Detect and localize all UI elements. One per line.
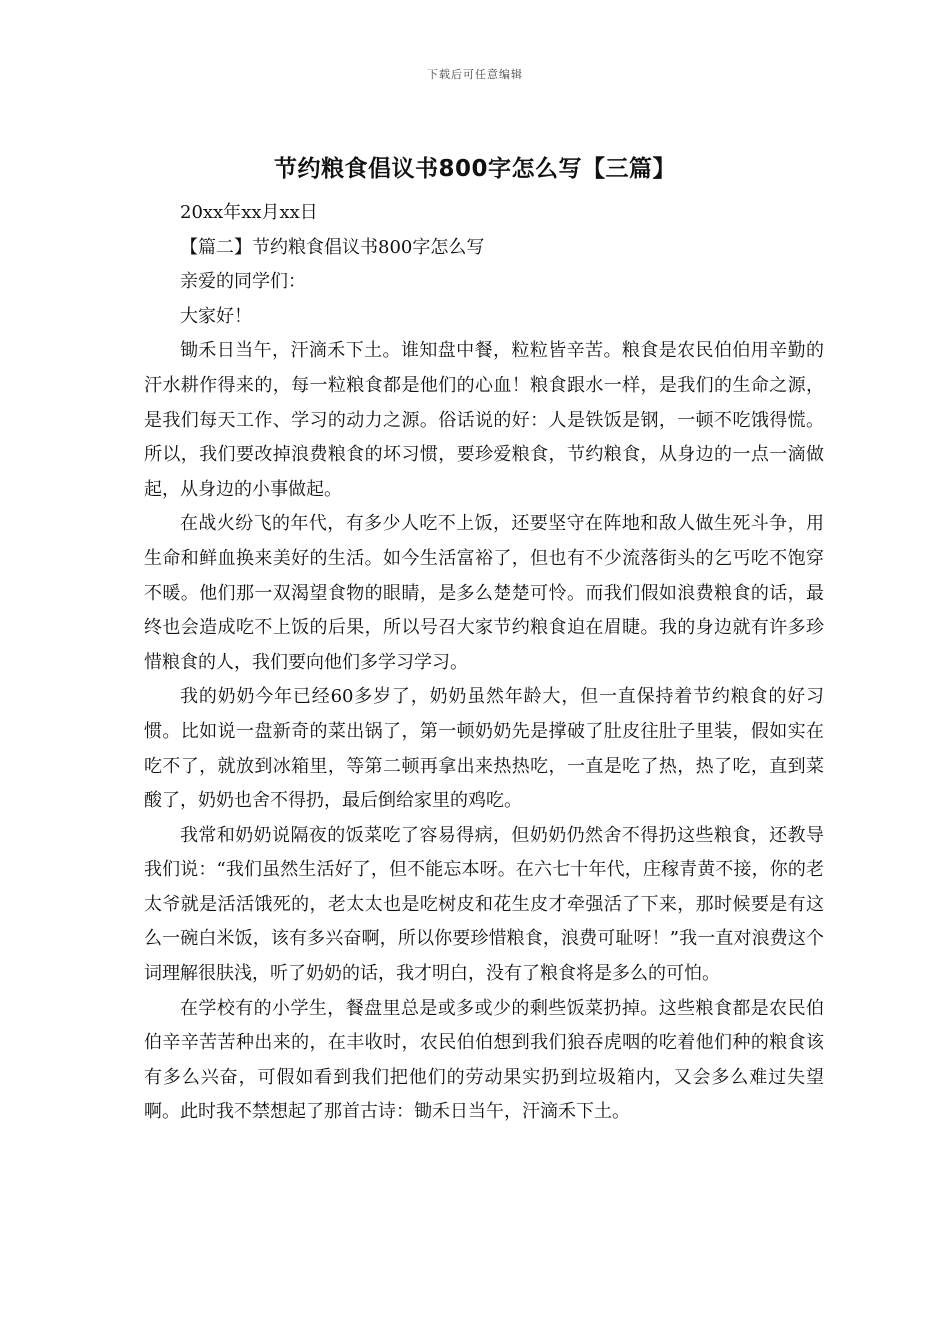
body-paragraph: 我的奶奶今年已经60多岁了，奶奶虽然年龄大，但一直保持着节约粮食的好习惯。比如说一盘新奇的菜出锅了，第一顿奶奶先是撑破了肚皮往肚子里装，假如实在吃不了，就放到冰箱里，等第二顿再拿出来热热吃，一直是吃了热，热了吃，直到菜酸了，奶奶也舍不得扔，最后倒给家里的鸡吃。 [144,686,824,812]
header-note: 下载后可任意编辑 [427,68,523,81]
document-title: 节约粮食倡议书800字怎么写【三篇】 [273,156,676,182]
document-body [144,196,824,1130]
salutation: 亲爱的同学们： [180,271,306,293]
body-paragraph: 在战火纷飞的年代，有多少人吃不上饭，还要坚守在阵地和敌人做生死斗争，用生命和鲜血换来美好的生活。如今生活富裕了，但也有不少流落街头的乞丐吃不饱穿不暖。他们那一双渴望食物的眼睛，是多么楚楚可怜。而我们假如浪费粮食的话，最终也会造成吃不上饭的后果，所以号召大家节约粮食迫在眉睫。我的身边就有许多珍惜粮食的人，我们要向他们多学习学习。 [144,513,824,673]
section-heading: 【篇二】节约粮食倡议书800字怎么写 [180,236,485,258]
body-paragraph: 我常和奶奶说隔夜的饭菜吃了容易得病，但奶奶仍然舍不得扔这些粮食，还教导我们说：“我们虽然生活好了，但不能忘本呀。在六七十年代，庄稼青黄不接，你的老太爷就是活活饿死的，老太太也是吃树皮和花生皮才牵强活了下来，那时候要是有这么一碗白米饭，该有多兴奋啊，所以你要珍惜粮食，浪费可耻呀！”我一直对浪费这个词理解很肤浅，听了奶奶的话，我才明白，没有了粮食将是多么的可怕。 [144,824,824,985]
body-paragraph: 在学校有的小学生，餐盘里总是或多或少的剩些饭菜扔掉。这些粮食都是农民伯伯辛辛苦苦种出来的，在丰收时，农民伯伯想到我们狼吞虎咽的吃着他们种的粮食该有多么兴奋，可假如看到我们把他们的劳动果实扔到垃圾箱内，又会多么难过失望啊。此时我不禁想起了那首古诗：锄禾日当午，汗滴禾下土。 [144,997,824,1123]
body-paragraph: 锄禾日当午，汗滴禾下土。谁知盘中餐，粒粒皆辛苦。粮食是农民伯伯用辛勤的汗水耕作得来的，每一粒粮食都是他们的心血！粮食跟水一样，是我们的生命之源，是我们每天工作、学习的动力之源。俗话说的好：人是铁饭是钢，一顿不吃饿得慌。所以，我们要改掉浪费粮食的坏习惯，要珍爱粮食，节约粮食，从身边的一点一滴做起，从身边的小事做起。 [144,340,824,500]
greeting: 大家好！ [180,305,252,327]
date-line: 20xx年xx月xx日 [180,202,318,223]
